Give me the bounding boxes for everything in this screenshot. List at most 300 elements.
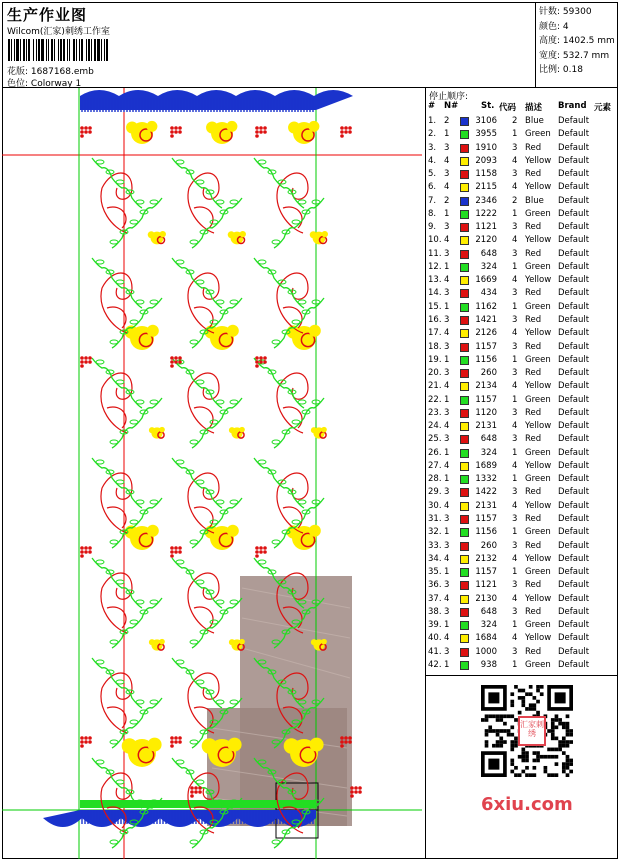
- stat-height: 高度: 1402.5 mm: [539, 36, 615, 46]
- row-st: 1: [512, 301, 518, 312]
- table-row: [426, 208, 618, 221]
- file-label: 花版:: [7, 67, 29, 77]
- row-brand: Default: [558, 540, 590, 551]
- row-st: 3: [512, 314, 518, 325]
- row-needle: 3: [444, 540, 450, 551]
- row-number: 38.: [428, 606, 442, 617]
- color-swatch: [460, 170, 469, 179]
- table-row: [426, 221, 618, 234]
- row-number: 6.: [428, 182, 437, 193]
- table-row: [426, 526, 618, 539]
- row-number: 1.: [428, 116, 437, 126]
- color-swatch: [460, 289, 469, 298]
- row-desc: Green: [525, 261, 551, 272]
- color-swatch: [460, 422, 469, 431]
- row-st: 2: [512, 116, 518, 126]
- row-desc: Green: [525, 301, 551, 312]
- row-code: 1158: [475, 169, 497, 180]
- row-code: 1121: [475, 222, 497, 233]
- row-code: 1689: [475, 460, 497, 471]
- row-needle: 1: [444, 567, 450, 578]
- row-needle: 3: [444, 169, 450, 180]
- row-desc: Yellow: [525, 235, 552, 246]
- table-row: [426, 327, 618, 340]
- table-row: [426, 181, 618, 194]
- row-brand: Default: [558, 129, 590, 140]
- row-code: 1669: [475, 275, 497, 286]
- row-code: 324: [480, 447, 497, 458]
- color-swatch: [460, 250, 469, 259]
- row-desc: Red: [525, 434, 542, 445]
- row-desc: Red: [525, 169, 542, 180]
- row-number: 28.: [428, 474, 442, 485]
- color-swatch: [460, 621, 469, 630]
- row-needle: 4: [444, 155, 450, 166]
- studio-name: Wilcom(汇家)刺绣工作室: [7, 27, 110, 37]
- color-swatch: [460, 435, 469, 444]
- table-row: [426, 566, 618, 579]
- row-number: 20.: [428, 368, 442, 379]
- row-desc: Red: [525, 407, 542, 418]
- row-st: 1: [512, 620, 518, 631]
- row-code: 1684: [475, 633, 497, 644]
- table-row: [426, 367, 618, 380]
- row-number: 27.: [428, 460, 442, 471]
- row-code: 1157: [475, 341, 497, 352]
- row-st: 4: [512, 381, 518, 392]
- row-brand: Default: [558, 553, 590, 564]
- color-swatch: [460, 236, 469, 245]
- color-swatch: [460, 382, 469, 391]
- table-row: [426, 486, 618, 499]
- color-swatch: [460, 197, 469, 206]
- row-code: 260: [480, 540, 497, 551]
- color-swatch: [460, 144, 469, 153]
- barcode: [8, 39, 143, 61]
- color-swatch: [460, 210, 469, 219]
- color-swatch: [460, 502, 469, 511]
- table-row: [426, 142, 618, 155]
- row-number: 8.: [428, 208, 437, 219]
- row-number: 35.: [428, 567, 442, 578]
- row-desc: Red: [525, 513, 542, 524]
- row-code: 1162: [475, 301, 497, 312]
- row-desc: Red: [525, 368, 542, 379]
- row-needle: 3: [444, 434, 450, 445]
- row-code: 3955: [475, 129, 497, 140]
- embroidery-design: [2, 88, 426, 859]
- table-row: [426, 553, 618, 566]
- row-needle: 4: [444, 553, 450, 564]
- colorway-label: 色位:: [7, 79, 29, 89]
- row-code: 1222: [475, 208, 497, 219]
- row-needle: 3: [444, 341, 450, 352]
- row-needle: 4: [444, 500, 450, 511]
- row-brand: Default: [558, 142, 590, 153]
- table-row: [426, 407, 618, 420]
- row-code: 1156: [475, 527, 497, 538]
- table-row: [426, 248, 618, 261]
- table-row: [426, 420, 618, 433]
- row-desc: Yellow: [525, 155, 552, 166]
- color-swatch: [460, 555, 469, 564]
- row-st: 3: [512, 368, 518, 379]
- row-st: 1: [512, 659, 518, 670]
- row-needle: 4: [444, 593, 450, 604]
- color-swatch: [460, 542, 469, 551]
- row-number: 34.: [428, 553, 442, 564]
- row-st: 4: [512, 633, 518, 644]
- row-desc: Red: [525, 646, 542, 657]
- row-st: 1: [512, 354, 518, 365]
- row-code: 2126: [475, 328, 497, 339]
- row-number: 23.: [428, 407, 442, 418]
- row-code: 2131: [475, 500, 497, 511]
- row-brand: Default: [558, 314, 590, 325]
- row-number: 37.: [428, 593, 442, 604]
- row-needle: 3: [444, 606, 450, 617]
- colorway-value: Colorway 1: [30, 79, 82, 89]
- row-number: 30.: [428, 500, 442, 511]
- row-number: 24.: [428, 421, 442, 432]
- row-code: 324: [480, 620, 497, 631]
- row-needle: 1: [444, 447, 450, 458]
- row-code: 2093: [475, 155, 497, 166]
- row-number: 2.: [428, 129, 437, 140]
- row-brand: Default: [558, 116, 590, 126]
- table-row: [426, 433, 618, 446]
- table-row: [426, 394, 618, 407]
- row-brand: Default: [558, 567, 590, 578]
- color-swatch: [460, 276, 469, 285]
- row-needle: 1: [444, 261, 450, 272]
- row-st: 3: [512, 434, 518, 445]
- row-number: 11.: [428, 248, 442, 259]
- row-st: 4: [512, 328, 518, 339]
- row-st: 1: [512, 129, 518, 140]
- row-brand: Default: [558, 527, 590, 538]
- col-header-needle: N#: [444, 101, 459, 111]
- color-swatch: [460, 581, 469, 590]
- color-swatch: [460, 316, 469, 325]
- row-brand: Default: [558, 155, 590, 166]
- table-row: [426, 473, 618, 486]
- color-swatch: [460, 634, 469, 643]
- stat-stitches: 针数: 59300: [539, 7, 592, 17]
- row-number: 10.: [428, 235, 442, 246]
- row-needle: 4: [444, 633, 450, 644]
- row-code: 1332: [475, 474, 497, 485]
- row-desc: Yellow: [525, 633, 552, 644]
- row-needle: 3: [444, 580, 450, 591]
- row-code: 1910: [475, 142, 497, 153]
- row-needle: 4: [444, 235, 450, 246]
- row-number: 12.: [428, 261, 442, 272]
- row-code: 1157: [475, 513, 497, 524]
- row-st: 3: [512, 646, 518, 657]
- table-row: [426, 274, 618, 287]
- stat-scale: 比例: 0.18: [539, 65, 583, 75]
- color-swatch: [460, 263, 469, 272]
- row-desc: Green: [525, 447, 551, 458]
- row-code: 2130: [475, 593, 497, 604]
- row-number: 9.: [428, 222, 437, 233]
- row-brand: Default: [558, 500, 590, 511]
- table-row: [426, 195, 618, 208]
- color-swatch: [460, 568, 469, 577]
- color-swatch: [460, 343, 469, 352]
- row-number: 5.: [428, 169, 437, 180]
- row-desc: Red: [525, 142, 542, 153]
- row-st: 4: [512, 182, 518, 193]
- row-needle: 3: [444, 142, 450, 153]
- row-brand: Default: [558, 169, 590, 180]
- row-st: 4: [512, 460, 518, 471]
- stat-width: 宽度: 532.7 mm: [539, 50, 610, 61]
- color-swatch: [460, 117, 469, 126]
- row-brand: Default: [558, 261, 590, 272]
- row-number: 15.: [428, 301, 442, 312]
- row-st: 2: [512, 195, 518, 206]
- row-st: 4: [512, 275, 518, 286]
- row-desc: Red: [525, 606, 542, 617]
- row-st: 3: [512, 248, 518, 259]
- row-brand: Default: [558, 646, 590, 657]
- header-panel: [2, 2, 536, 88]
- row-needle: 1: [444, 620, 450, 631]
- row-brand: Default: [558, 606, 590, 617]
- row-brand: Default: [558, 513, 590, 524]
- row-desc: Yellow: [525, 460, 552, 471]
- color-swatch: [460, 449, 469, 458]
- row-number: 41.: [428, 646, 442, 657]
- row-number: 17.: [428, 328, 442, 339]
- row-code: 2120: [475, 235, 497, 246]
- stop-sequence-panel: [426, 88, 618, 676]
- row-number: 42.: [428, 659, 442, 670]
- row-desc: Green: [525, 567, 551, 578]
- row-code: 2131: [475, 421, 497, 432]
- row-code: 434: [480, 288, 497, 299]
- row-code: 1000: [475, 646, 497, 657]
- row-desc: Yellow: [525, 381, 552, 392]
- table-row: [426, 619, 618, 632]
- row-st: 1: [512, 447, 518, 458]
- color-swatch: [460, 183, 469, 192]
- row-code: 938: [480, 659, 497, 670]
- row-st: 3: [512, 513, 518, 524]
- color-swatch: [460, 396, 469, 405]
- row-number: 25.: [428, 434, 442, 445]
- row-code: 1120: [475, 407, 497, 418]
- brand-stamp: 汇家刺绣: [518, 716, 546, 746]
- row-brand: Default: [558, 248, 590, 259]
- row-brand: Default: [558, 421, 590, 432]
- table-row: [426, 606, 618, 619]
- color-swatch: [460, 528, 469, 537]
- table-row: [426, 354, 618, 367]
- table-row: [426, 579, 618, 592]
- row-needle: 3: [444, 222, 450, 233]
- row-needle: 4: [444, 182, 450, 193]
- col-header-no: #: [428, 101, 436, 111]
- row-needle: 4: [444, 328, 450, 339]
- row-desc: Yellow: [525, 275, 552, 286]
- stats-panel: [536, 2, 618, 88]
- table-row: [426, 500, 618, 513]
- file-value: 1687168.emb: [30, 67, 94, 77]
- table-row: [426, 261, 618, 274]
- row-needle: 1: [444, 527, 450, 538]
- row-code: 1422: [475, 487, 497, 498]
- row-code: 648: [480, 248, 497, 259]
- row-desc: Red: [525, 288, 542, 299]
- row-needle: 3: [444, 487, 450, 498]
- row-code: 648: [480, 434, 497, 445]
- row-number: 33.: [428, 540, 442, 551]
- row-st: 3: [512, 222, 518, 233]
- color-swatch: [460, 475, 469, 484]
- row-desc: Green: [525, 527, 551, 538]
- row-brand: Default: [558, 222, 590, 233]
- table-row: [426, 646, 618, 659]
- color-swatch: [460, 356, 469, 365]
- row-needle: 3: [444, 368, 450, 379]
- row-number: 3.: [428, 142, 437, 153]
- row-brand: Default: [558, 633, 590, 644]
- row-number: 19.: [428, 354, 442, 365]
- table-row: [426, 168, 618, 181]
- row-st: 3: [512, 169, 518, 180]
- page-title: 生产作业图: [7, 6, 88, 24]
- row-code: 324: [480, 261, 497, 272]
- row-brand: Default: [558, 659, 590, 670]
- row-st: 1: [512, 261, 518, 272]
- row-number: 21.: [428, 381, 442, 392]
- table-row: [426, 380, 618, 393]
- color-swatch: [460, 329, 469, 338]
- row-brand: Default: [558, 328, 590, 339]
- row-brand: Default: [558, 182, 590, 193]
- row-brand: Default: [558, 275, 590, 286]
- stop-sequence-title: 停止顺序:: [429, 92, 469, 102]
- row-number: 13.: [428, 275, 442, 286]
- row-st: 4: [512, 155, 518, 166]
- row-code: 260: [480, 368, 497, 379]
- stop-sequence-rows: [426, 115, 618, 672]
- color-swatch: [460, 608, 469, 617]
- row-brand: Default: [558, 354, 590, 365]
- row-number: 18.: [428, 341, 442, 352]
- row-brand: Default: [558, 288, 590, 299]
- color-swatch: [460, 369, 469, 378]
- row-code: 2115: [475, 182, 497, 193]
- table-row: [426, 593, 618, 606]
- row-code: 2132: [475, 553, 497, 564]
- row-desc: Blue: [525, 116, 544, 126]
- row-code: 1156: [475, 354, 497, 365]
- row-brand: Default: [558, 407, 590, 418]
- row-desc: Green: [525, 354, 551, 365]
- color-swatch: [460, 661, 469, 670]
- row-desc: Red: [525, 314, 542, 325]
- row-number: 16.: [428, 314, 442, 325]
- row-st: 4: [512, 593, 518, 604]
- row-needle: 2: [444, 116, 450, 126]
- row-brand: Default: [558, 593, 590, 604]
- row-code: 2346: [475, 195, 497, 206]
- row-brand: Default: [558, 460, 590, 471]
- table-row: [426, 341, 618, 354]
- row-brand: Default: [558, 195, 590, 206]
- row-needle: 4: [444, 421, 450, 432]
- qr-logo-area: [426, 676, 618, 859]
- row-st: 1: [512, 394, 518, 405]
- design-preview: [2, 88, 426, 859]
- row-st: 3: [512, 580, 518, 591]
- row-needle: 1: [444, 394, 450, 405]
- row-desc: Green: [525, 129, 551, 140]
- color-swatch: [460, 223, 469, 232]
- row-st: 3: [512, 288, 518, 299]
- row-brand: Default: [558, 474, 590, 485]
- col-header-st: St.: [481, 101, 495, 111]
- table-row: [426, 287, 618, 300]
- row-code: 3106: [475, 116, 497, 126]
- row-st: 1: [512, 567, 518, 578]
- row-brand: Default: [558, 487, 590, 498]
- row-st: 1: [512, 208, 518, 219]
- row-needle: 3: [444, 248, 450, 259]
- row-needle: 4: [444, 460, 450, 471]
- row-needle: 3: [444, 407, 450, 418]
- row-st: 4: [512, 500, 518, 511]
- fabric-sample-image: [207, 576, 352, 826]
- row-number: 31.: [428, 513, 442, 524]
- color-swatch: [460, 409, 469, 418]
- row-desc: Red: [525, 222, 542, 233]
- table-row: [426, 115, 618, 128]
- row-needle: 1: [444, 208, 450, 219]
- col-header-brand: Brand: [558, 101, 587, 111]
- color-swatch: [460, 462, 469, 471]
- table-row: [426, 540, 618, 553]
- row-needle: 4: [444, 275, 450, 286]
- row-code: 2134: [475, 381, 497, 392]
- row-st: 3: [512, 487, 518, 498]
- row-desc: Green: [525, 394, 551, 405]
- table-row: [426, 447, 618, 460]
- table-row: [426, 513, 618, 526]
- row-st: 3: [512, 540, 518, 551]
- row-desc: Yellow: [525, 421, 552, 432]
- row-code: 1121: [475, 580, 497, 591]
- row-number: 26.: [428, 447, 442, 458]
- row-st: 3: [512, 341, 518, 352]
- row-desc: Red: [525, 341, 542, 352]
- table-row: [426, 314, 618, 327]
- table-row: [426, 659, 618, 672]
- row-desc: Green: [525, 474, 551, 485]
- row-code: 1157: [475, 567, 497, 578]
- col-header-element: 元素: [594, 103, 612, 113]
- site-logo: 6xiu.com: [481, 794, 573, 815]
- row-brand: Default: [558, 394, 590, 405]
- row-brand: Default: [558, 341, 590, 352]
- row-number: 4.: [428, 155, 437, 166]
- row-needle: 2: [444, 195, 450, 206]
- row-brand: Default: [558, 301, 590, 312]
